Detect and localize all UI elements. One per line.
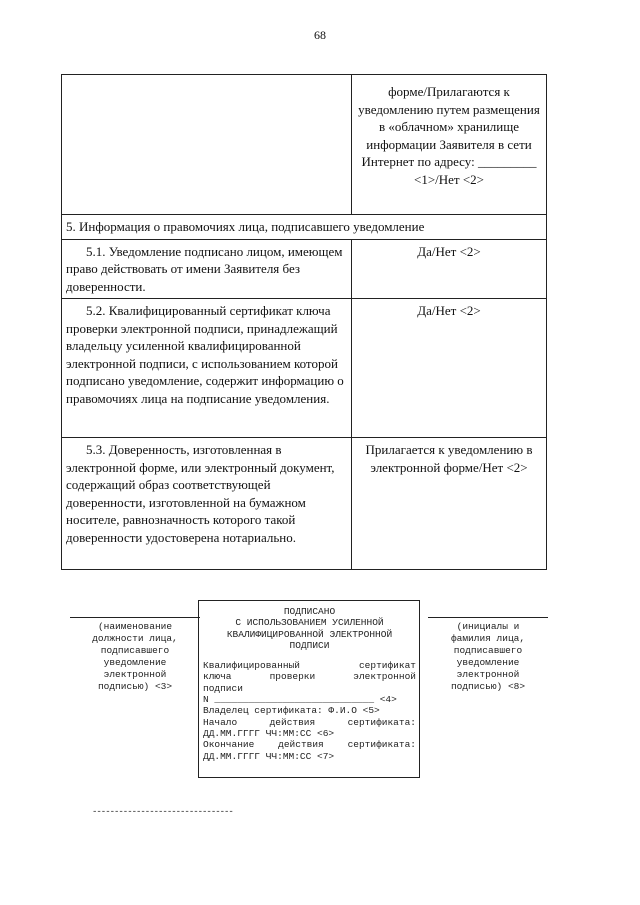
item-5-2-text: 5.2. Квалифицированный сертификат ключа проверки электронной подписи, принадлежащий владельцу усиленной квалифицированной электронной подписи, с использованием которой подписано уведомление, содержит информацию о правомочиях лица на подписание уведомления.	[62, 299, 352, 438]
signer-name-line	[428, 617, 548, 618]
stamp-owner: Владелец сертификата: Ф.И.О <5>	[203, 705, 380, 717]
item-5-1-text: 5.1. Уведомление подписано лицом, имеющем право действовать от имени Заявителя без доверенности.	[62, 239, 352, 299]
caption-line: электронной	[456, 669, 520, 680]
caption-line: электронной	[103, 669, 167, 680]
electronic-signature-stamp	[198, 600, 420, 778]
caption-line: фамилия лица,	[450, 633, 526, 644]
caption-line: подписью) <8>	[450, 681, 526, 692]
footnote-separator: --------------------------------	[92, 807, 233, 817]
stamp-cert-line: ключа проверки электронной	[203, 671, 416, 683]
caption-line: должности лица,	[92, 633, 178, 644]
caption-line: (наименование	[97, 621, 173, 632]
table-row	[62, 75, 547, 215]
caption-line: (инициалы и	[456, 621, 520, 632]
stamp-cert-line: Квалифицированный сертификат	[203, 660, 416, 672]
signer-position-line	[70, 617, 200, 618]
caption-line: подписью) <3>	[97, 681, 173, 692]
item-5-3-text: 5.3. Доверенность, изготовленная в электронной форме, или электронный документ, содержащий образ соответствующей доверенности, изготовленной на бумажном носителе, равнозначность которого такой доверенности удостоверена нотариально.	[62, 438, 352, 570]
table-row	[62, 215, 547, 240]
stamp-end-value: ДД.ММ.ГГГГ ЧЧ:ММ:СС <7>	[203, 750, 335, 762]
item-5-1-value: Да/Нет <2>	[352, 239, 547, 299]
stamp-title: ПОДПИСАНО	[283, 606, 336, 617]
section-5-heading: 5. Информация о правомочиях лица, подписавшего уведомление	[62, 215, 547, 240]
table-row	[62, 438, 547, 570]
signer-position-caption	[70, 617, 200, 693]
top-right-cell: форме/Прилагаются к уведомлению путем размещения в «облачном» хранилище информации Заявителя в сети Интернет по адресу: _________ <1>/Нет <2>	[352, 75, 547, 215]
stamp-start-value: ДД.ММ.ГГГГ ЧЧ:ММ:СС <6>	[203, 727, 335, 739]
stamp-subtitle: С ИСПОЛЬЗОВАНИЕМ УСИЛЕННОЙ	[235, 617, 384, 629]
caption-line: уведомление	[456, 657, 520, 668]
top-left-cell	[62, 75, 352, 215]
stamp-cert-line: подписи	[203, 682, 243, 694]
signer-name-caption	[428, 617, 548, 693]
page-number: 68	[314, 28, 326, 42]
table-row	[62, 299, 547, 438]
caption-line: подписавшего	[453, 645, 523, 656]
table-row	[62, 239, 547, 299]
caption-line: подписавшего	[100, 645, 170, 656]
caption-line: уведомление	[103, 657, 167, 668]
stamp-start-label: Начало действия сертификата:	[203, 716, 416, 728]
item-5-3-value: Прилагается к уведомлению в электронной форме/Нет <2>	[352, 438, 547, 570]
stamp-end-label: Окончание действия сертификата:	[203, 739, 416, 751]
stamp-number-line: N ____________________________ <4>	[203, 694, 397, 706]
stamp-subtitle: КВАЛИФИЦИРОВАННОЙ ЭЛЕКТРОННОЙ	[226, 628, 393, 640]
item-5-2-value: Да/Нет <2>	[352, 299, 547, 438]
stamp-subtitle: ПОДПИСИ	[289, 639, 330, 651]
notification-table	[61, 74, 547, 570]
